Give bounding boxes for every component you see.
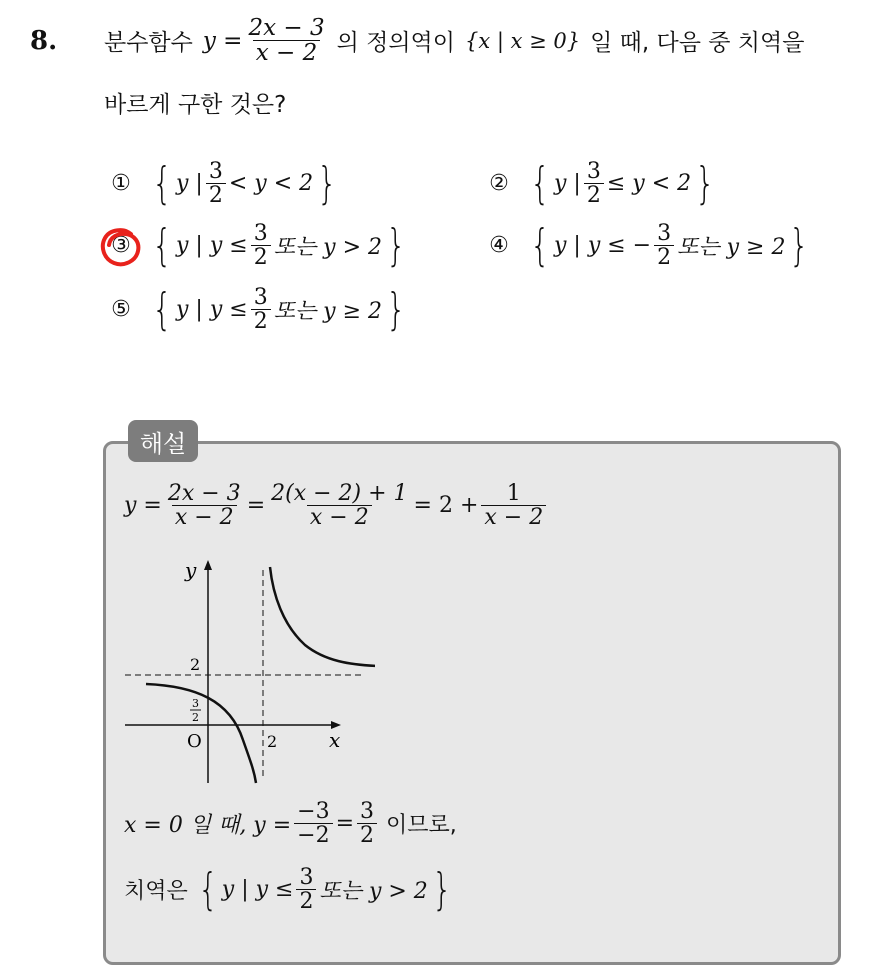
choice-mark-glyph: ③ — [111, 233, 131, 259]
tick-2-y: 2 — [190, 655, 201, 674]
right-brace-icon: } — [386, 219, 406, 271]
right-brace-icon: } — [386, 283, 406, 335]
y-axis-arrow-icon — [204, 560, 212, 570]
function-denominator: x − 2 — [253, 40, 321, 65]
choice-5[interactable] — [108, 283, 410, 335]
choice-2[interactable] — [486, 157, 719, 209]
choice-mark: ① — [111, 171, 131, 197]
fraction-denominator: x − 2 — [307, 505, 372, 529]
choice-fraction — [251, 286, 271, 333]
choice-pre: y | y ≤ — [176, 297, 248, 323]
left-brace-icon: { — [152, 283, 172, 335]
line3-fraction-2 — [357, 800, 377, 847]
answer-circle-icon — [98, 225, 144, 271]
question-line-2: 바르게 구한 것은? — [104, 92, 287, 118]
left-brace-icon: { — [197, 863, 218, 915]
fraction-numerator: 3 — [657, 221, 672, 246]
solution-line-4 — [124, 863, 456, 915]
fraction-numerator: 3 — [586, 159, 601, 184]
fraction-numerator: 3 — [253, 221, 268, 246]
fraction-numerator: 2(x − 2) + 1 — [271, 481, 408, 506]
choice-3[interactable] — [108, 219, 410, 271]
fraction-numerator: 3 — [253, 285, 268, 310]
eq-equals: = — [246, 493, 266, 519]
question-prefix: 분수함수 — [104, 30, 193, 57]
fraction-numerator: −3 — [297, 799, 330, 824]
choice-post: 또는 y ≥ 2 — [677, 235, 786, 261]
choice-post: 또는 y > 2 — [273, 235, 383, 261]
right-brace-icon: } — [431, 863, 452, 915]
fraction-denominator: 2 — [654, 245, 674, 269]
solution-equation — [124, 482, 549, 529]
choice-mark: ⑤ — [111, 297, 131, 323]
choice-fraction — [654, 222, 674, 269]
left-brace-icon: { — [530, 219, 550, 271]
right-brace-icon: } — [695, 157, 715, 209]
choice-4[interactable] — [486, 219, 813, 271]
eq-lhs: y = — [124, 493, 162, 519]
choice-mark — [108, 233, 134, 258]
fraction-numerator: 3 — [360, 799, 375, 824]
choice-mark: ④ — [489, 233, 509, 259]
question-number: 8. — [30, 26, 58, 56]
tick-2-x: 2 — [267, 732, 278, 751]
line3-post: 이므로, — [386, 813, 457, 839]
question-suffix: 일 때, 다음 중 치역을 — [590, 30, 805, 57]
function-fraction — [245, 16, 327, 65]
line4-pre: 치역은 — [124, 879, 188, 905]
fraction-denominator: 2 — [251, 309, 271, 333]
line3-pre: x = 0 일 때, y = — [124, 813, 292, 839]
fraction-numerator: 3 — [208, 159, 223, 184]
fraction-denominator: x − 2 — [172, 505, 237, 529]
fraction-denominator: 2 — [357, 823, 377, 847]
fraction-numerator: 3 — [299, 865, 314, 890]
solution-tab: 해설 — [128, 420, 198, 462]
fraction-denominator: x − 2 — [481, 505, 546, 529]
choice-pre: y | y ≤ − — [554, 233, 652, 259]
choice-post: < y < 2 — [228, 171, 314, 197]
line4-set-pre: y | y ≤ — [221, 877, 294, 903]
eq-fraction-1 — [165, 482, 244, 529]
eq-equals-2-plus: = 2 + — [413, 493, 479, 519]
choice-post: ≤ y < 2 — [606, 171, 692, 197]
right-brace-icon: } — [789, 219, 810, 271]
curve-right-branch — [270, 567, 375, 666]
fraction-denominator: 2 — [251, 245, 271, 269]
left-brace-icon: { — [530, 157, 550, 209]
domain-set: {x | x ≥ 0} — [465, 28, 581, 53]
left-brace-icon: { — [152, 219, 172, 271]
fraction-numerator: 2x − 3 — [167, 481, 241, 506]
line3-equals: = — [335, 811, 355, 837]
solution-line-3 — [124, 800, 457, 847]
eq-fraction-3 — [481, 482, 546, 529]
line4-fraction — [296, 866, 316, 913]
fraction-denominator: 2 — [206, 183, 226, 207]
line3-fraction-1 — [294, 800, 332, 847]
eq-fraction-2 — [268, 482, 410, 529]
hyperbola-graph — [115, 555, 375, 790]
fraction-denominator: 2 — [296, 889, 316, 913]
line4-set-post: 또는 y > 2 — [319, 879, 428, 905]
choice-pre: y | y ≤ — [176, 233, 248, 259]
choice-pre: y | — [554, 171, 581, 197]
choice-pre: y | — [176, 171, 203, 197]
choice-mark: ② — [489, 171, 509, 197]
fraction-denominator: 2 — [584, 183, 604, 207]
function-numerator: 2x − 3 — [248, 15, 325, 41]
choice-1[interactable] — [108, 157, 341, 209]
right-brace-icon: } — [317, 157, 337, 209]
left-brace-icon: { — [152, 157, 172, 209]
fraction-denominator: −2 — [294, 823, 332, 847]
choice-post: 또는 y ≥ 2 — [273, 299, 383, 325]
tick-3-2-num: 3 — [192, 697, 199, 710]
x-axis-label: x — [329, 728, 341, 752]
choice-fraction — [251, 222, 271, 269]
function-lhs: y = — [202, 27, 243, 54]
fraction-numerator: 1 — [506, 481, 521, 506]
tick-3-2-den: 2 — [192, 711, 199, 724]
question-mid: 의 정의역이 — [336, 30, 455, 57]
choice-fraction — [206, 160, 226, 207]
choice-fraction — [584, 160, 604, 207]
origin-label: O — [187, 731, 202, 752]
question-line-1 — [104, 16, 804, 65]
y-axis-label: y — [185, 558, 197, 582]
